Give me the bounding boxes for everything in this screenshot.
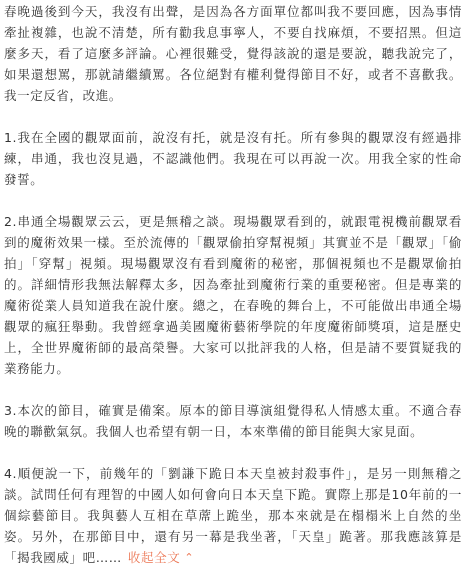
paragraph-gap <box>4 106 462 127</box>
chevron-up-icon: ⌃ <box>184 551 195 564</box>
post-paragraph-1: 春晚過後到今天，我沒有出聲，是因為各方面單位都叫我不要回應，因為事情牽扯複雜，也說不清楚，所有勸我息事寧人，不要自找麻煩，不要招黑。但這麼多天，看了這麼多評論。心裡很難受，覺得該說的還是要說，聽我說完了，如果還想罵，那就請繼續罵。各位絕對有權利覺得節目不好，或者不喜歡我。我一定反省，改進。 <box>4 4 462 103</box>
post-paragraph-3: 2.串通全場觀眾云云，更是無稽之談。現場觀眾看到的，就跟電視機前觀眾看到的魔術效果一樣。至於流傳的「觀眾偷拍穿幫視頻」其實並不是「觀眾」「偷拍」「穿幫」視頻。現場觀眾沒有看到魔術的秘密，那個視頻也不是觀眾偷拍的。詳細情形我無法解釋太多，因為牽扯到魔術行業的重要秘密。但是專業的魔術從業人員知道我在說什麼。總之，在春晚的舞台上，不可能做出串通全場觀眾的瘋狂舉動。我曾經拿過美國魔術藝術學院的年度魔術師獎項，這是歷史上，全世界魔術師的最高榮譽。大家可以批評我的人格，但是請不要質疑我的業務能力。 <box>4 214 462 376</box>
collapse-full-text-button[interactable] <box>128 550 194 565</box>
paragraph-gap <box>4 379 462 400</box>
post-paragraph-5-text: 4.順便說一下，前幾年的「劉謙下跪日本天皇被封殺事件」，是另一則無稽之談。試問任何有理智的中國人如何會向日本天皇下跪。實際上那是10年前的一個綜藝節目。我與藝人互相在草蓆上跪坐，那本來就是在榻榻米上自然的坐姿。另外，在那節目中，還有另一幕是我坐著，「天皇」跪著。那我應該算是「揭我國威」吧 <box>4 466 462 565</box>
post-paragraph-2: 1.我在全國的觀眾面前，說沒有托，就是沒有托。所有參與的觀眾沒有經過排練，串通，我也沒見過，不認識他們。我現在可以再說一次。用我全家的性命發誓。 <box>4 130 462 187</box>
ellipsis: …… <box>95 550 122 565</box>
post-paragraph-4: 3.本次的節目，確實是備案。原本的節目導演組覺得私人情感太重。不適合春晚的聯歡氣氛。我個人也希望有朝一日，本來準備的節目能與大家見面。 <box>4 403 462 439</box>
paragraph-gap <box>4 442 462 463</box>
post-paragraph-5 <box>4 463 462 568</box>
paragraph-gap <box>4 190 462 211</box>
collapse-label: 收起全文 <box>127 550 181 565</box>
